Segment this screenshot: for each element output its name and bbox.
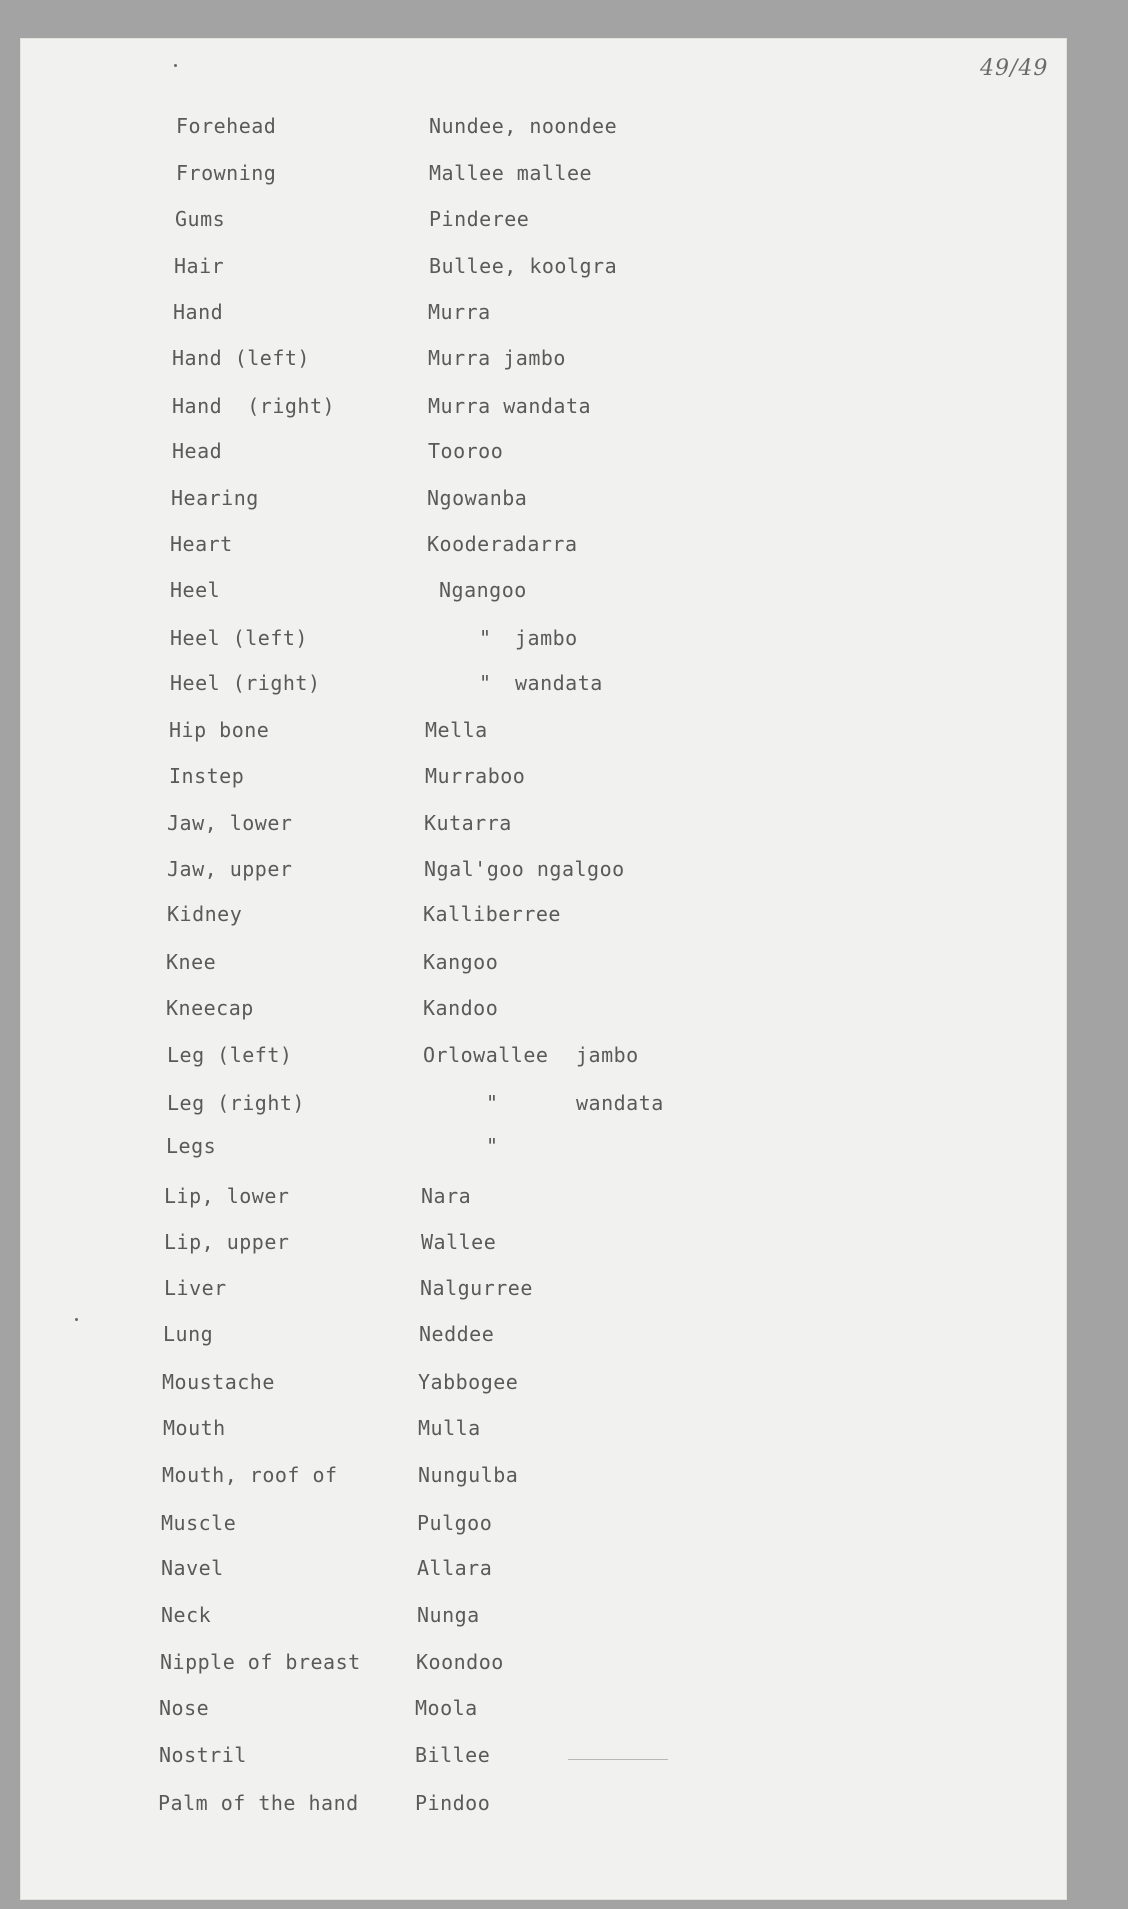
english-term: Leg (right) — [167, 1091, 305, 1115]
list-item — [0, 1463, 1128, 1503]
english-term: Kneecap — [166, 996, 254, 1020]
aboriginal-word: Billee — [415, 1743, 491, 1767]
english-term: Heel — [170, 578, 221, 602]
english-term: Gums — [175, 207, 226, 231]
english-term: Neck — [161, 1603, 212, 1627]
aboriginal-word: Moola — [415, 1696, 478, 1720]
list-item — [0, 626, 1128, 666]
list-item — [0, 1556, 1128, 1596]
aboriginal-word: Murra wandata — [428, 394, 592, 418]
english-term: Instep — [169, 764, 245, 788]
english-term: Legs — [166, 1134, 217, 1158]
aboriginal-word: " — [486, 1091, 499, 1115]
aboriginal-word: Kandoo — [423, 996, 499, 1020]
list-item — [0, 1043, 1128, 1083]
english-term: Knee — [166, 950, 217, 974]
page-number: 49/49 — [980, 56, 1049, 81]
aboriginal-word: Wallee — [421, 1230, 497, 1254]
aboriginal-word: Kutarra — [424, 811, 512, 835]
english-term: Hand (left) — [172, 346, 310, 370]
list-item — [0, 486, 1128, 526]
list-item — [0, 114, 1128, 154]
list-item — [0, 1322, 1128, 1362]
english-term: Hand (right) — [172, 394, 336, 418]
aboriginal-word: Koondoo — [416, 1650, 504, 1674]
english-term: Lip, upper — [164, 1230, 290, 1254]
list-item — [0, 1416, 1128, 1456]
aboriginal-word: " — [486, 1134, 499, 1158]
list-item — [0, 207, 1128, 247]
aboriginal-word: Tooroo — [428, 439, 504, 463]
list-item — [0, 439, 1128, 479]
aboriginal-word: Nunga — [417, 1603, 480, 1627]
english-term: Muscle — [161, 1511, 237, 1535]
aboriginal-word: Murraboo — [425, 764, 526, 788]
english-term: Nipple of breast — [160, 1650, 361, 1674]
aboriginal-word: Pinderee — [429, 207, 530, 231]
aboriginal-word: Yabbogee — [418, 1370, 519, 1394]
list-item — [0, 161, 1128, 201]
aboriginal-word: " — [479, 626, 492, 650]
list-item — [0, 1603, 1128, 1643]
english-term: Hearing — [171, 486, 259, 510]
english-term: Head — [172, 439, 223, 463]
list-item — [0, 811, 1128, 851]
english-term: Hand — [173, 300, 224, 324]
list-item — [0, 1791, 1128, 1831]
list-item — [0, 254, 1128, 294]
aboriginal-word: Pulgoo — [417, 1511, 493, 1535]
english-term: Mouth, roof of — [162, 1463, 338, 1487]
word-qualifier: wandata — [576, 1091, 664, 1115]
list-item — [0, 902, 1128, 942]
aboriginal-word: Kangoo — [423, 950, 499, 974]
aboriginal-word: Ngangoo — [439, 578, 527, 602]
aboriginal-word: Ngowanba — [427, 486, 528, 510]
aboriginal-word: Kalliberree — [423, 902, 561, 926]
aboriginal-word: Ngal'goo ngalgoo — [424, 857, 625, 881]
list-item — [0, 1091, 1128, 1131]
list-item — [0, 671, 1128, 711]
english-term: Nose — [159, 1696, 210, 1720]
list-item — [0, 346, 1128, 386]
list-item — [0, 1276, 1128, 1316]
word-qualifier: jambo — [576, 1043, 639, 1067]
aboriginal-word: Pindoo — [415, 1791, 491, 1815]
aboriginal-word: Murra — [428, 300, 491, 324]
english-term: Palm of the hand — [158, 1791, 359, 1815]
english-term: Heel (left) — [170, 626, 308, 650]
list-item — [0, 532, 1128, 572]
list-item — [0, 718, 1128, 758]
list-item — [0, 1230, 1128, 1270]
english-term: Jaw, upper — [167, 857, 293, 881]
aboriginal-word: Murra jambo — [428, 346, 566, 370]
list-item — [0, 1696, 1128, 1736]
aboriginal-word: Nalgurree — [420, 1276, 533, 1300]
word-qualifier: jambo — [515, 626, 578, 650]
aboriginal-word: " — [479, 671, 492, 695]
list-item — [0, 1511, 1128, 1551]
english-term: Jaw, lower — [167, 811, 293, 835]
english-term: Mouth — [163, 1416, 226, 1440]
english-term: Lip, lower — [164, 1184, 290, 1208]
aboriginal-word: Nara — [421, 1184, 472, 1208]
english-term: Leg (left) — [167, 1043, 293, 1067]
list-item — [0, 1134, 1128, 1174]
aboriginal-word: Mella — [425, 718, 488, 742]
aboriginal-word: Mallee mallee — [429, 161, 593, 185]
english-term: Lung — [163, 1322, 214, 1346]
aboriginal-word: Nundee, noondee — [429, 114, 618, 138]
list-item — [0, 996, 1128, 1036]
english-term: Hair — [174, 254, 225, 278]
aboriginal-word: Kooderadarra — [427, 532, 578, 556]
english-term: Nostril — [159, 1743, 247, 1767]
list-item — [0, 764, 1128, 804]
english-term: Heart — [170, 532, 233, 556]
list-item — [0, 1650, 1128, 1690]
aboriginal-word: Allara — [417, 1556, 493, 1580]
english-term: Hip bone — [169, 718, 270, 742]
aboriginal-word: Bullee, koolgra — [429, 254, 618, 278]
english-term: Moustache — [162, 1370, 275, 1394]
list-item — [0, 950, 1128, 990]
english-term: Kidney — [167, 902, 243, 926]
list-item — [0, 1184, 1128, 1224]
aboriginal-word: Nungulba — [418, 1463, 519, 1487]
list-item — [0, 1743, 1128, 1783]
paper-speck — [75, 1318, 78, 1321]
list-item — [0, 857, 1128, 897]
aboriginal-word: Mulla — [418, 1416, 481, 1440]
list-item — [0, 1370, 1128, 1410]
list-item — [0, 394, 1128, 434]
word-qualifier: wandata — [515, 671, 603, 695]
aboriginal-word: Neddee — [419, 1322, 495, 1346]
list-item — [0, 300, 1128, 340]
english-term: Liver — [164, 1276, 227, 1300]
english-term: Navel — [161, 1556, 224, 1580]
list-item — [0, 578, 1128, 618]
aboriginal-word: Orlowallee — [423, 1043, 549, 1067]
english-term: Frowning — [176, 161, 277, 185]
paper-speck — [174, 64, 177, 67]
english-term: Forehead — [176, 114, 277, 138]
english-term: Heel (right) — [170, 671, 321, 695]
pencil-mark — [568, 1759, 668, 1760]
